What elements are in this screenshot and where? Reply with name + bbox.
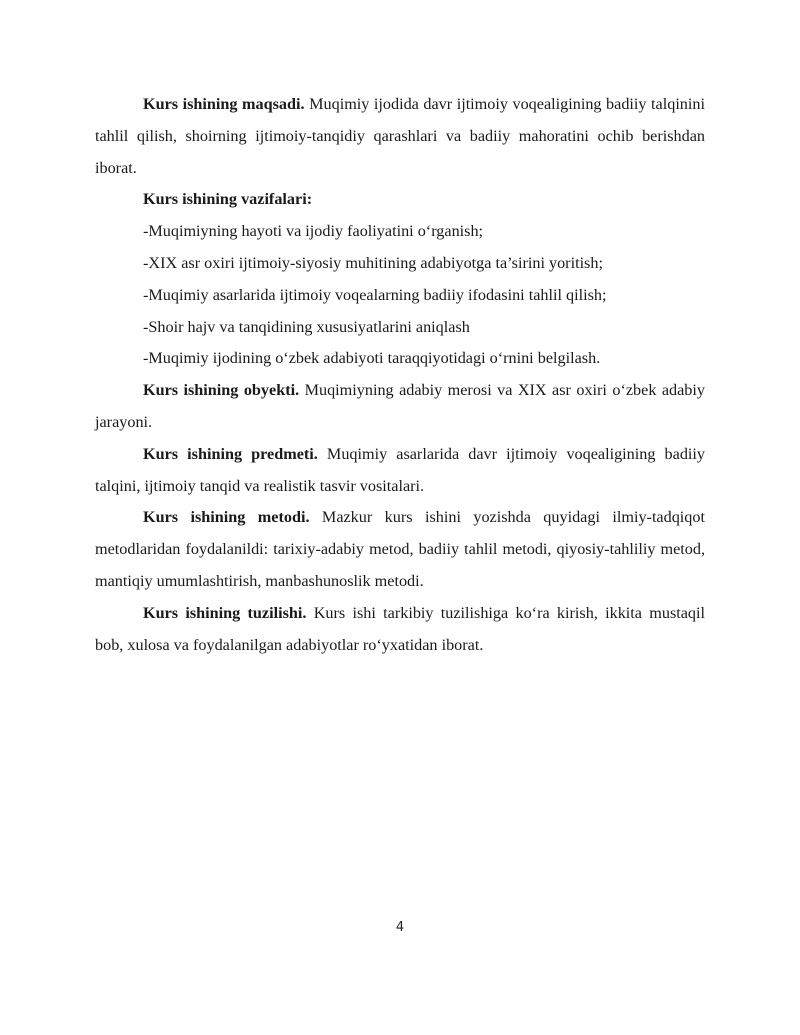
heading-tuzilish: Kurs ishining tuzilishi. <box>143 603 307 622</box>
heading-maqsad: Kurs ishining maqsadi. <box>143 95 305 113</box>
paragraph-tuzilish <box>95 598 705 662</box>
text-obyekt: Muqimiyning adabiy merosi va XIX asr oxiri o‘zbek adabiy jarayoni. <box>95 381 705 431</box>
heading-metod: Kurs ishining metodi. <box>143 508 310 527</box>
task-item: -Muqimiyning hayoti va ijodiy faoliyatini o‘rganish; <box>143 222 484 241</box>
task-item: -Muqimiy ijodining o‘zbek adabiyoti taraqqiyotidagi o‘rnini belgilash. <box>143 349 601 368</box>
page-content <box>95 89 705 661</box>
paragraph-maqsad <box>95 89 705 184</box>
heading-vazifalar: Kurs ishining vazifalari: <box>143 190 313 209</box>
paragraph-vazifalar <box>95 184 705 216</box>
text-metod: Mazkur kurs ishini yozishda quyidagi ilmiy-tadqiqot metodlaridan foydalanildi: tarixiy-adabiy metod, badiiy tahlil metodi, qiyosiy-tahliliy metod, mantiqiy umumlashtirish, manbashunoslik metodi. <box>95 508 705 590</box>
heading-obyekt: Kurs ishining obyekti. <box>143 381 300 400</box>
task-item: -Shoir hajv va tanqidining xususiyatlarini aniqlash <box>143 317 470 336</box>
text-maqsad: Muqimiy ijodida davr ijtimoiy voqealigining badiiy talqinini tahlil qilish, shoirning ijtimoiy-tanqidiy qarashlari va badiiy mahoratini ochib berishdan iborat. <box>95 95 705 177</box>
heading-predmet: Kurs ishining predmeti. <box>143 444 318 463</box>
paragraph-obyekt <box>95 375 705 439</box>
task-item: -Muqimiy asarlarida ijtimoiy voqealarning badiiy ifodasini tahlil qilish; <box>143 285 607 304</box>
page-number: 4 <box>395 920 405 935</box>
paragraph-predmet <box>95 439 705 503</box>
paragraph-metod <box>95 502 705 597</box>
text-tuzilish: Kurs ishi tarkibiy tuzilishiga ko‘ra kirish, ikkita mustaqil bob, xulosa va foydalanilgan adabiyotlar ro‘yxatidan iborat. <box>95 603 706 654</box>
task-item: -XIX asr oxiri ijtimoiy-siyosiy muhitining adabiyotga ta’sirini yoritish; <box>143 253 603 272</box>
text-predmet: Muqimiy asarlarida davr ijtimoiy voqealigining badiiy talqini, ijtimoiy tanqid va realistik tasvir vositalari. <box>95 444 705 495</box>
